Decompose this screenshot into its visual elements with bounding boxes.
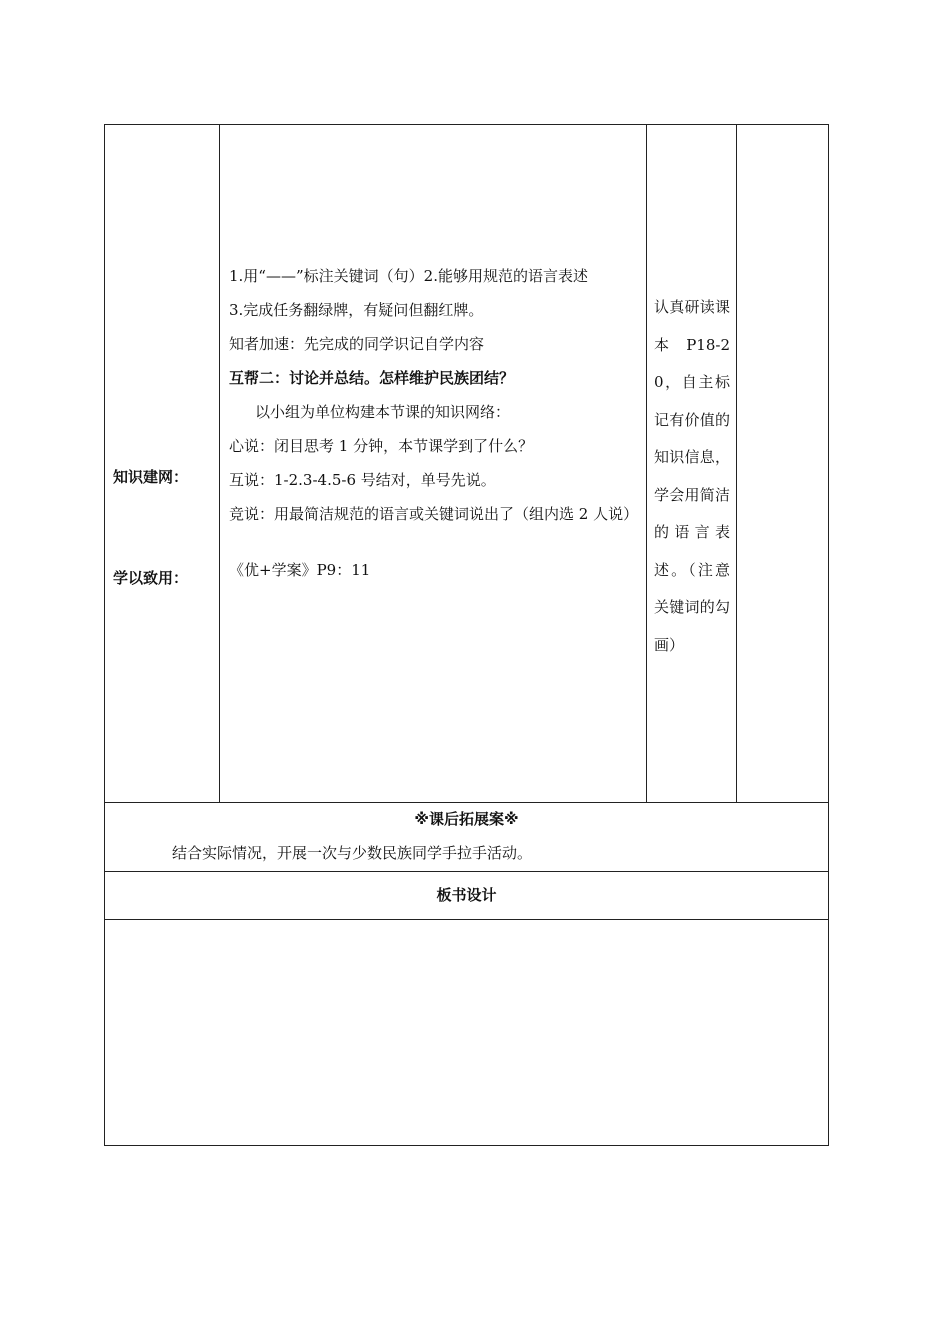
- activity-content: [229, 259, 641, 587]
- activity-line: 以小组为单位构建本节课的知识网络：: [255, 403, 511, 421]
- board-design-area: [105, 920, 828, 1145]
- extension-title: ※课后拓展案※: [414, 810, 519, 828]
- activity-line: 互说：1-2.3-4.5-6 号结对，单号先说。: [229, 471, 496, 489]
- label-apply-learning: 学以致用：: [113, 569, 189, 587]
- activity-line: 竞说：用最简洁规范的语言或关键词说出了（组内选 2 人说）: [229, 505, 639, 523]
- column-divider-2: [646, 124, 647, 803]
- activity-line: 1.用“——”标注关键词（句）2.能够用规范的语言表述: [229, 267, 588, 285]
- activity-heading: 互帮二：讨论并总结。怎样维护民族团结？: [229, 369, 515, 387]
- activity-line: 心说：闭目思考 1 分钟，本节课学到了什么？: [229, 437, 534, 455]
- column-divider-3: [736, 124, 737, 803]
- table-border-bottom: [104, 1145, 829, 1146]
- row-divider-board-title: [104, 871, 829, 872]
- row-divider-extension: [104, 802, 829, 803]
- column-divider-1: [219, 124, 220, 803]
- teacher-note: 认真研读课本P18-20，自主标记有价值的知识信息，学会用简洁的语言表述。（注意关键词的勾画）: [654, 298, 730, 654]
- activity-line: 3.完成任务翻绿牌，有疑问但翻红牌。: [229, 301, 484, 319]
- table-border-right: [828, 124, 829, 1146]
- label-knowledge-network: 知识建网：: [113, 468, 189, 486]
- board-design-title: 板书设计: [436, 886, 497, 904]
- table-border-top: [104, 124, 829, 125]
- activity-line: 知者加速：先完成的同学识记自学内容: [229, 335, 485, 353]
- activity-reference: 《优+学案》P9：11: [229, 561, 371, 579]
- extension-text: 结合实际情况，开展一次与少数民族同学手拉手活动。: [172, 844, 533, 862]
